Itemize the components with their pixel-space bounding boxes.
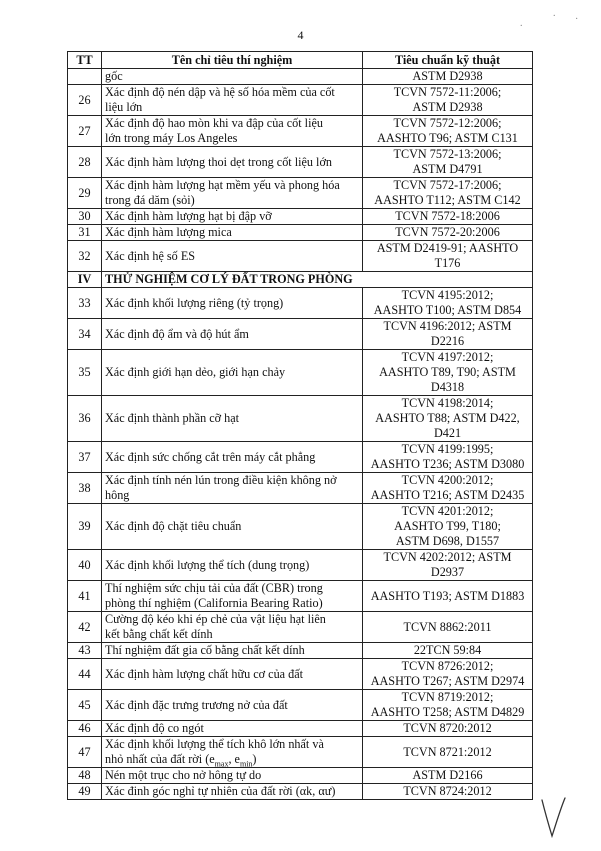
standard-cell <box>363 350 533 396</box>
row-number: 34 <box>68 319 102 350</box>
standard-cell <box>363 288 533 319</box>
test-name-line: THỬ NGHIỆM CƠ LÝ ĐẤT TRONG PHÒNG <box>105 272 353 286</box>
standard-cell <box>363 504 533 550</box>
standard-line: AASHTO T88; ASTM D422, D421 <box>375 411 520 440</box>
test-name-cell <box>102 178 363 209</box>
test-name-line: Xác định khối lượng thể tích khô lớn nhất và <box>105 737 324 751</box>
table-row <box>68 784 533 800</box>
row-number: IV <box>68 272 102 288</box>
table-row <box>68 319 533 350</box>
test-name-line: Xác định hệ số ES <box>105 248 196 263</box>
standard-cell <box>363 737 533 768</box>
standard-cell <box>363 690 533 721</box>
test-name-line: Xác định hàm lượng chất hữu cơ của đất <box>105 666 304 681</box>
row-number: 45 <box>68 690 102 721</box>
scan-speck: . <box>520 18 523 29</box>
standard-cell <box>363 147 533 178</box>
row-number: 40 <box>68 550 102 581</box>
standard-line: AASHTO T96; ASTM C131 <box>377 131 518 145</box>
table-row <box>68 147 533 178</box>
standard-line: TCVN 4201:2012; <box>401 504 494 518</box>
table-row <box>68 612 533 643</box>
standard-cell <box>363 721 533 737</box>
test-name-line: nhỏ nhất của đất rời ($e_{max}$, $e_{min}$) <box>105 752 257 769</box>
standard-line: TCVN 8719:2012; <box>401 690 494 704</box>
header-tt: TT <box>68 52 102 69</box>
test-name-line: Xác định hàm lượng hạt bị đập vỡ <box>105 209 272 223</box>
row-number: 44 <box>68 659 102 690</box>
table-header-row <box>68 52 533 69</box>
row-number: 36 <box>68 396 102 442</box>
test-name-line: Nén một trục cho nở hông tự do <box>105 768 262 782</box>
standard-cell <box>363 659 533 690</box>
test-name-cell <box>102 319 363 350</box>
test-name-line: Xác định hàm lượng thoi dẹt trong cốt liệu lớn <box>105 154 332 169</box>
standard-cell <box>363 612 533 643</box>
standard-line: AASHTO T258; ASTM D4829 <box>370 705 525 719</box>
test-name-cell <box>102 147 363 178</box>
table-row <box>68 396 533 442</box>
standard-line: TCVN 4198:2014; <box>401 396 494 410</box>
test-name-cell <box>102 690 363 721</box>
test-name-line: Xác định hàm lượng mica <box>105 225 232 239</box>
test-name-cell <box>102 612 363 643</box>
standard-line: AASHTO T99, T180; <box>394 519 501 533</box>
test-name-line: Xác định thành phần cỡ hạt <box>105 411 240 425</box>
standard-line: AASHTO T100; ASTM D854 <box>373 303 522 317</box>
table-row <box>68 225 533 241</box>
header-test-name: Tên chỉ tiêu thí nghiệm <box>102 52 363 69</box>
standard-line: TCVN 4199:1995; <box>401 442 494 456</box>
standard-line: TCVN 7572-18:2006 <box>395 209 500 223</box>
standard-cell <box>363 178 533 209</box>
row-number: 33 <box>68 288 102 319</box>
standard-line: TCVN 4197:2012; <box>401 350 494 364</box>
row-number: 42 <box>68 612 102 643</box>
standard-line: TCVN 8726:2012; <box>401 659 494 673</box>
test-name-cell <box>102 643 363 659</box>
test-name-line: Xác định độ nén dập và hệ số hóa mềm của cốt <box>105 85 335 99</box>
row-number: 39 <box>68 504 102 550</box>
standard-cell <box>363 643 533 659</box>
standard-line: TCVN 8720:2012 <box>403 721 492 735</box>
row-number: 41 <box>68 581 102 612</box>
row-number: 28 <box>68 147 102 178</box>
test-name-line: liệu lớn <box>105 100 143 114</box>
standard-line: TCVN 4195:2012; <box>401 288 494 302</box>
table-row <box>68 288 533 319</box>
standard-line: TCVN 7572-17:2006; <box>393 178 502 192</box>
test-name-line: Xác định độ hao mòn khi va đập của cốt liệu <box>105 116 323 130</box>
standard-line: 22TCN 59:84 <box>413 643 482 657</box>
table-row <box>68 473 533 504</box>
standard-cell <box>363 550 533 581</box>
test-name-cell <box>102 209 363 225</box>
table-row <box>68 178 533 209</box>
table-row <box>68 504 533 550</box>
row-number: 43 <box>68 643 102 659</box>
test-standards-table <box>67 51 533 800</box>
test-name-cell <box>102 473 363 504</box>
row-number: 26 <box>68 85 102 116</box>
test-name-cell <box>102 396 363 442</box>
standard-cell <box>363 319 533 350</box>
standard-line: AASHTO T193; ASTM D1883 <box>370 588 525 603</box>
table-row <box>68 85 533 116</box>
test-name-cell <box>102 768 363 784</box>
standard-cell <box>363 225 533 241</box>
table-row <box>68 690 533 721</box>
row-number: 37 <box>68 442 102 473</box>
row-number: 49 <box>68 784 102 800</box>
test-name-line: trong đá dăm (sỏi) <box>105 193 195 207</box>
test-name-line: Xác định khối lượng riêng (tỷ trọng) <box>105 295 284 310</box>
test-name-line: Thí nghiệm đất gia cố bằng chất kết dính <box>105 643 305 657</box>
test-name-cell <box>102 69 363 85</box>
test-name-cell <box>102 659 363 690</box>
standard-cell <box>363 241 533 272</box>
page-number: 4 <box>297 28 304 42</box>
test-name-line: Xác định độ co ngót <box>105 721 204 735</box>
row-number: 38 <box>68 473 102 504</box>
row-number: 46 <box>68 721 102 737</box>
row-number <box>68 69 102 85</box>
table-body <box>68 69 533 800</box>
standard-line: ASTM D698, D1557 <box>395 534 500 548</box>
test-name-line: Xác định độ chặt tiêu chuẩn <box>105 519 242 533</box>
table-row <box>68 643 533 659</box>
standard-line: ASTM D4791 <box>412 162 483 176</box>
test-name-line: hông <box>105 488 130 502</box>
test-name-cell <box>102 784 363 800</box>
standard-cell <box>363 209 533 225</box>
standard-line: TCVN 7572-13:2006; <box>393 147 502 161</box>
standard-line: AASHTO T236; ASTM D3080 <box>370 457 525 471</box>
row-number: 35 <box>68 350 102 396</box>
table-row <box>68 241 533 272</box>
standard-cell <box>363 768 533 784</box>
row-number: 29 <box>68 178 102 209</box>
test-name-line: Xác định hàm lượng hạt mềm yếu và phong hóa <box>105 178 340 192</box>
standard-line: TCVN 4200:2012; <box>401 473 494 487</box>
scan-speck: · <box>575 14 579 25</box>
test-name-line: lớn trong máy Los Angeles <box>105 131 238 145</box>
standard-line: ASTM D2938 <box>412 69 483 83</box>
test-name-cell <box>102 737 363 768</box>
row-number: 48 <box>68 768 102 784</box>
table-row <box>68 768 533 784</box>
test-name-line: Xác đinh góc nghỉ tự nhiên của đất rời (αk, αư) <box>105 784 336 798</box>
standard-cell <box>363 69 533 85</box>
row-number: 47 <box>68 737 102 768</box>
test-name-line: Cường độ kéo khi ép chẻ của vật liệu hạt liên <box>105 612 326 626</box>
test-name-cell <box>102 85 363 116</box>
subscript-min: min <box>239 759 253 769</box>
subscript-max: max <box>214 759 229 769</box>
table-row <box>68 721 533 737</box>
standard-line: AASHTO T267; ASTM D2974 <box>370 674 525 688</box>
standard-cell <box>363 442 533 473</box>
standard-line: TCVN 8721:2012 <box>403 744 492 759</box>
table-section-row <box>68 272 533 288</box>
test-name-line: Xác định khối lượng thể tích (dung trọng) <box>105 557 310 572</box>
row-number: 32 <box>68 241 102 272</box>
standard-line: TCVN 4202:2012; ASTM D2937 <box>383 550 512 579</box>
standard-line: TCVN 7572-12:2006; <box>393 116 502 130</box>
standard-line: TCVN 4196:2012; ASTM D2216 <box>383 319 512 348</box>
test-name-cell <box>102 241 363 272</box>
table-row <box>68 581 533 612</box>
row-number: 31 <box>68 225 102 241</box>
test-name-cell <box>102 116 363 147</box>
test-name-line: kết bằng chất kết dính <box>105 627 213 641</box>
table-row <box>68 350 533 396</box>
standard-cell <box>363 784 533 800</box>
standard-line: AASHTO T216; ASTM D2435 <box>370 488 525 502</box>
standard-cell <box>363 473 533 504</box>
table-row <box>68 550 533 581</box>
standard-line: ASTM D2938 <box>412 100 483 114</box>
table-row <box>68 116 533 147</box>
standard-line: TCVN 8862:2011 <box>403 619 492 634</box>
standard-cell <box>363 116 533 147</box>
standard-cell <box>363 85 533 116</box>
test-name-cell <box>102 350 363 396</box>
table-row <box>68 442 533 473</box>
test-name-cell <box>102 442 363 473</box>
standard-line: ASTM D2166 <box>412 768 483 782</box>
standard-line: TCVN 7572-11:2006; <box>393 85 502 99</box>
standard-cell <box>363 581 533 612</box>
test-name-cell <box>102 288 363 319</box>
test-name-line: Xác định giới hạn dẻo, giới hạn chảy <box>105 365 286 379</box>
standard-line: AASHTO T89, T90; ASTM D4318 <box>379 365 516 394</box>
table-row <box>68 209 533 225</box>
scan-speck: . <box>553 8 556 19</box>
standard-line: ASTM D2419-91; AASHTO T176 <box>376 241 519 270</box>
test-name-line: phòng thí nghiệm (California Bearing Ratio) <box>105 596 323 610</box>
table-row <box>68 737 533 768</box>
test-name-cell <box>102 504 363 550</box>
test-name-cell <box>102 581 363 612</box>
test-name-cell <box>102 225 363 241</box>
test-name-line: Xác định tính nén lún trong điều kiện không nở <box>105 473 337 487</box>
standard-cell <box>363 396 533 442</box>
table-row <box>68 69 533 85</box>
test-name-cell <box>102 721 363 737</box>
test-name-cell <box>102 550 363 581</box>
test-name-line: Thí nghiệm sức chịu tải của đất (CBR) trong <box>105 581 323 595</box>
test-name-line: Xác định độ ẩm và độ hút ẩm <box>105 326 249 341</box>
standard-line: TCVN 8724:2012 <box>403 784 492 798</box>
row-number: 27 <box>68 116 102 147</box>
standard-line: AASHTO T112; ASTM C142 <box>374 193 521 207</box>
handwritten-check-mark <box>538 796 568 840</box>
row-number: 30 <box>68 209 102 225</box>
test-name-cell <box>102 272 533 288</box>
test-name-line: gốc <box>105 69 123 83</box>
test-name-line: Xác định sức chống cắt trên máy cắt phẳng <box>105 449 316 464</box>
test-name-line: Xác định đặc trưng trương nở của đất <box>105 697 288 712</box>
standard-line: TCVN 7572-20:2006 <box>395 225 500 239</box>
table-row <box>68 659 533 690</box>
header-standard: Tiêu chuẩn kỹ thuật <box>363 52 533 69</box>
